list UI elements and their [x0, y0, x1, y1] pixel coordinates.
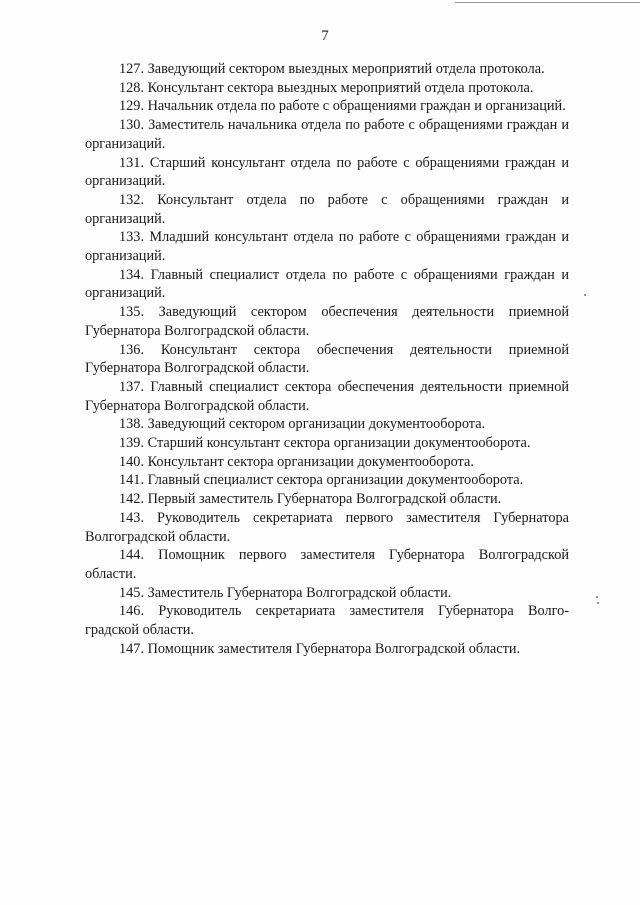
list-item: [85, 453, 569, 472]
item-text: Главный специалист сектора обеспечения деятельности приемной Губернатора Волгоградской области.: [85, 378, 569, 414]
item-number: 138.: [119, 416, 145, 433]
item-number: 139.: [119, 435, 145, 452]
item-text: Консультант сектора организации документооборота.: [147, 453, 474, 470]
item-number: 130.: [119, 117, 145, 134]
scan-speck: [597, 602, 599, 604]
list-item: [85, 191, 569, 228]
item-text: Консультант сектора обеспечения деятельности приемной Губернатора Волгоградской области.: [85, 341, 569, 377]
top-edge-rule: [455, 2, 640, 3]
list-item: [85, 471, 569, 490]
item-text: Помощник первого заместителя Губернатора Волгоградской области.: [85, 547, 569, 582]
item-number: 146.: [119, 603, 145, 620]
item-number: 133.: [119, 229, 145, 246]
list-item: [85, 154, 569, 191]
item-number: 143.: [119, 509, 145, 526]
list-item: [85, 341, 569, 378]
item-number: 136.: [119, 341, 145, 358]
list-item: [85, 434, 569, 453]
item-number: 144.: [119, 547, 145, 564]
item-number: 137.: [119, 378, 145, 395]
item-text: Начальник отдела по работе с обращениями граждан и организаций.: [147, 98, 566, 115]
scan-speck: [584, 294, 586, 296]
page-number: 7: [321, 28, 329, 44]
item-number: 128.: [119, 79, 145, 96]
item-text: Старший консультант сектора организации документооборота.: [147, 435, 531, 452]
item-text: Младший консультант отдела по работе с обращениями граждан и организаций.: [85, 229, 570, 265]
item-text: Главный специалист отдела по работе с обращениями граждан и организаций.: [85, 266, 569, 302]
item-number: 147.: [119, 640, 145, 657]
item-number: 132.: [119, 191, 145, 208]
item-text: Заведующий сектором выездных мероприятий отдела протокола.: [147, 61, 545, 77]
list-item: [85, 60, 569, 79]
item-text: Заведующий сектором обеспечения деятельности приемной Губернатора Волгоградской области.: [85, 304, 570, 339]
item-text: Консультант сектора выездных мероприятий отдела протокола.: [147, 79, 534, 96]
list-item: [85, 97, 569, 116]
item-number: 141.: [119, 472, 145, 489]
list-item: [85, 116, 569, 153]
item-text: Руководитель секретариата первого заместителя Губернатора Волгоградской области.: [85, 509, 569, 545]
item-text: Помощник заместителя Губернатора Волгоградской области.: [147, 640, 521, 657]
list-item: [85, 602, 569, 639]
item-text: Главный специалист сектора организации документооборота.: [147, 472, 524, 489]
item-number: 129.: [119, 98, 145, 115]
list-item: [85, 509, 569, 546]
item-text: Руководитель секретариата заместителя Губернатора Волго-градской области.: [85, 603, 569, 639]
list-item: [85, 378, 569, 415]
item-text: Заместитель Губернатора Волгоградской области.: [147, 584, 452, 601]
list-item: [85, 490, 569, 509]
list-item: [85, 303, 569, 340]
item-number: 142.: [119, 491, 145, 508]
item-number: 140.: [119, 453, 145, 470]
item-number: 145.: [119, 584, 145, 601]
item-text: Консультант отдела по работе с обращениями граждан и организаций.: [85, 191, 569, 227]
list-item: [85, 546, 569, 583]
list-item: [85, 79, 569, 98]
item-text: Первый заместитель Губернатора Волгоградской области.: [147, 491, 502, 508]
item-text: Заместитель начальника отдела по работе с обращениями граждан и организаций.: [85, 117, 569, 152]
item-number: 131.: [119, 154, 145, 171]
scan-speck: [596, 596, 598, 598]
item-number: 127.: [119, 61, 145, 77]
list-item: [85, 228, 569, 265]
item-text: Старший консультант отдела по работе с обращениями граждан и организаций.: [85, 154, 570, 190]
item-number: 135.: [119, 304, 145, 321]
list-item: [85, 640, 569, 659]
item-text: Заведующий сектором организации документооборота.: [147, 416, 486, 433]
list-item: [85, 415, 569, 434]
list-item: [85, 266, 569, 303]
position-list: [85, 60, 569, 659]
list-item: [85, 584, 569, 603]
item-number: 134.: [119, 266, 145, 283]
